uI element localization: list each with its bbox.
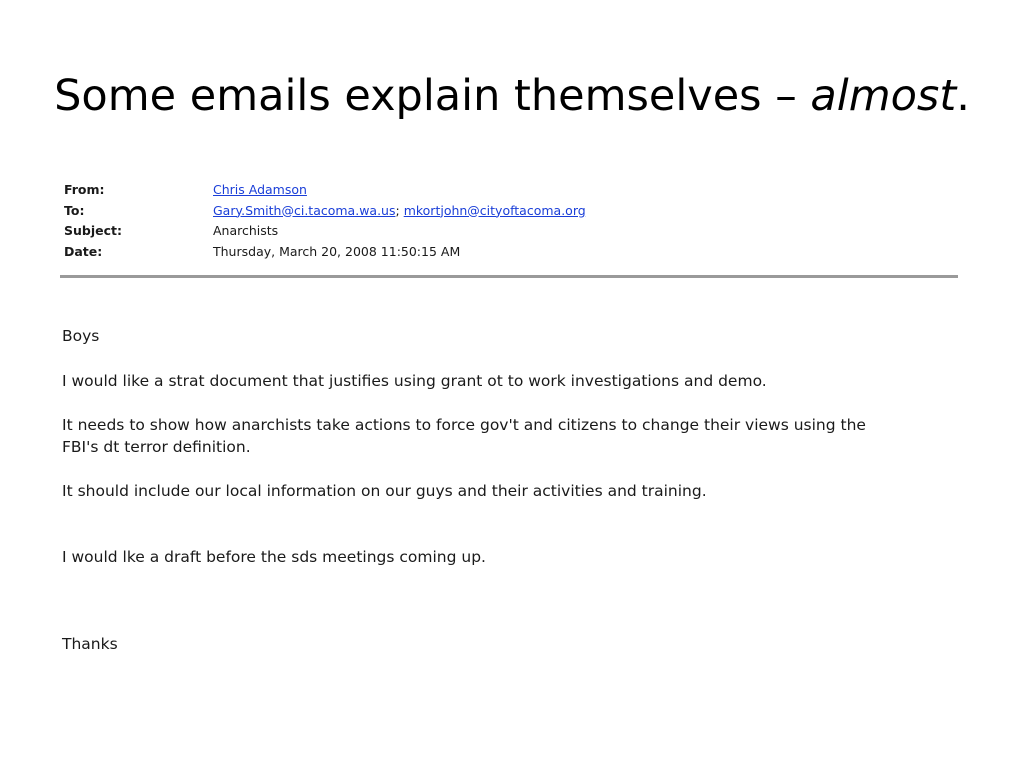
email-body-line-4: I would lke a draft before the sds meetings coming up. (62, 548, 486, 566)
recipient-separator: ; (395, 202, 400, 218)
email-closing: Thanks (62, 635, 118, 653)
recipient-link-1[interactable]: Gary.Smith@ci.tacoma.wa.us (213, 202, 396, 218)
date-value: Thursday, March 20, 2008 11:50:15 AM (213, 243, 461, 259)
email-body-line-2a: It needs to show how anarchists take actions to force gov't and citizens to change their views using the (62, 416, 866, 434)
title-main: Some emails explain themselves – (54, 71, 811, 121)
header-separator (60, 275, 958, 278)
from-label: From: (64, 182, 105, 197)
from-row (60, 180, 958, 201)
email-screenshot (60, 180, 958, 653)
subject-label: Subject: (64, 223, 122, 238)
subject-row (60, 221, 958, 242)
to-value (213, 201, 586, 221)
email-body-line-3: It should include our local information on our guys and their activities and training. (62, 482, 707, 500)
email-body-line-2b: FBI's dt terror definition. (62, 438, 251, 456)
email-greeting: Boys (62, 327, 100, 345)
sender-link[interactable]: Chris Adamson (213, 182, 307, 197)
to-label: To: (64, 202, 85, 218)
date-row (60, 242, 958, 263)
title-end: . (956, 71, 970, 121)
email-body-line-1: I would like a strat document that justifies using grant ot to work investigations and demo. (62, 372, 767, 390)
to-row (60, 201, 958, 222)
slide-title (0, 66, 1024, 126)
recipient-link-2[interactable]: mkortjohn@cityoftacoma.org (403, 202, 586, 218)
from-value (213, 180, 307, 200)
title-emphasis: almost (810, 71, 957, 121)
subject-value: Anarchists (213, 223, 279, 238)
date-label: Date: (64, 243, 103, 259)
